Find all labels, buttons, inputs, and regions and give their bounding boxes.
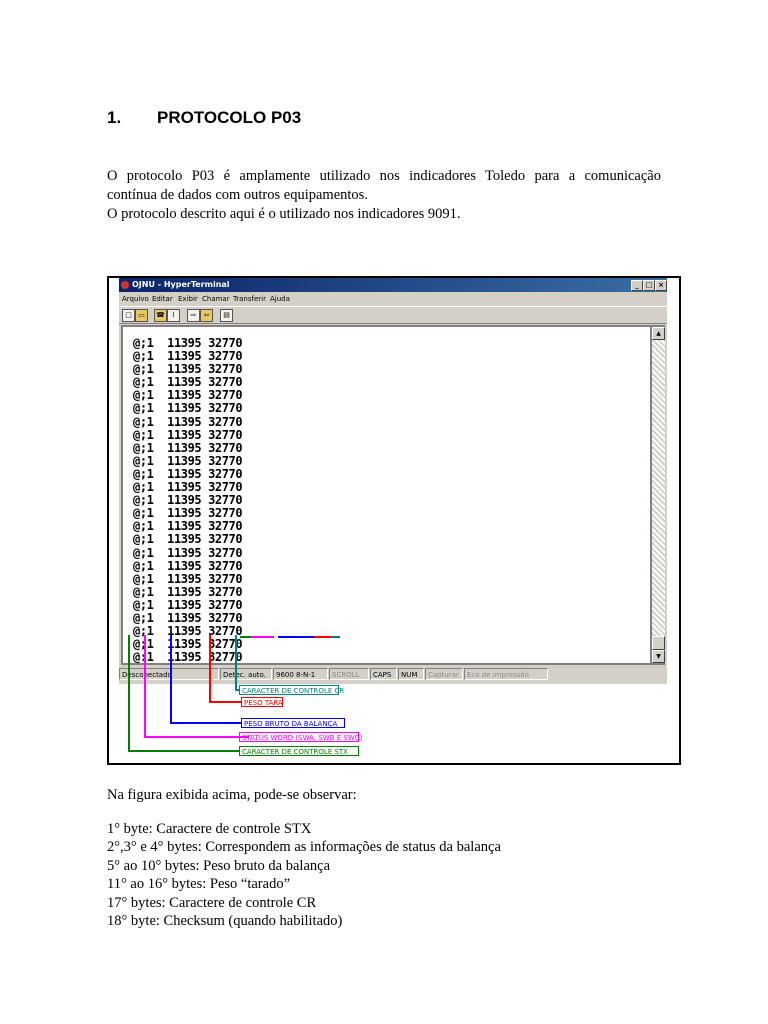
terminal-line: @;1 11395 32770 [133,571,243,586]
terminal-line: @;1 11395 32770 [133,493,243,508]
status-echo: Eco de impressão [464,668,548,680]
label-stx: CARACTER DE CONTROLE STX [239,746,359,756]
terminal-line: @;1 11395 32770 [133,349,243,364]
intro-line-2: contínua de dados com outros equipamentos. [107,187,368,203]
terminal-line: @;1 11395 32770 [133,545,243,560]
menu-chamar[interactable]: Chamar [202,295,230,303]
section-title: PROTOCOLO P03 [157,108,302,127]
byte-list [107,820,501,930]
hyperterminal-figure [107,276,681,765]
receive-icon[interactable]: ⇦ [200,309,213,322]
label-status: STATUS WORD (SWA, SWB E SWC) [239,732,359,742]
terminal-line: @;1 11395 32770 [133,440,243,455]
terminal-line: @;1 11395 32770 [133,388,243,403]
label-bruto: PESO BRUTO DA BALANÇA [241,718,345,728]
observation-intro: Na figura exibida acima, pode-se observar: [107,787,357,803]
section-number: 1. [107,108,122,127]
intro-line-3: O protocolo descrito aqui é o utilizado nos indicadores 9091. [107,206,461,222]
terminal-line: @;1 11395 32770 [133,532,243,547]
properties-icon[interactable]: ▤ [220,309,233,322]
terminal-line: @;1 11395 32770 [133,336,243,350]
cr-leader [236,635,239,690]
minimize-button[interactable]: _ [631,280,643,291]
disconnect-icon[interactable]: ⌇ [167,309,180,322]
terminal-line: @:1 11395 32770 [133,650,243,665]
status-detect: Detec. auto. [220,668,272,680]
terminal-line: @;1 11395 32770 [133,637,243,652]
byte-item: 5° ao 10° bytes: Peso bruto da balança [107,857,331,874]
maximize-button[interactable]: □ [643,280,655,291]
status-scroll: SCROLL [329,668,369,680]
intro-line-1: O protocolo P03 é amplamente utilizado nos indicadores Toledo para a comunicação [107,168,661,184]
terminal-line: @;1 11395 32770 [133,466,243,481]
status-connection: Desconectado [119,668,219,680]
terminal-line: @;1 11395 32770 [133,414,243,429]
byte-item: 1° byte: Caractere de controle STX [107,821,312,837]
scroll-up-icon[interactable]: ▲ [652,327,665,340]
terminal-line: @;1 11395 32770 [133,480,243,495]
byte-item: 2°,3° e 4° bytes: Correspondem as informações de status da balança [107,839,501,856]
status-num: NUM [398,668,424,680]
new-connection-icon[interactable]: □ [122,309,135,322]
menu-arquivo[interactable]: Arquivo [122,295,149,303]
close-button[interactable]: × [655,280,667,291]
annotation-lines [109,278,679,763]
terminal-line: @;1 11395 32770 [133,584,243,599]
terminal-line: @;1 11395 32770 [133,519,243,534]
byte-item: 17° bytes: Caractere de controle CR [107,894,317,911]
send-icon[interactable]: ⇨ [187,309,200,322]
status-settings: 9600 8-N-1 [273,668,328,680]
bruto-leader [171,635,241,723]
status-leader [145,635,249,737]
menu-transferir[interactable]: Transferir [233,295,266,303]
open-icon[interactable]: ▭ [135,309,148,322]
terminal-line: @;1 11395 32770 [133,362,243,377]
label-tara: PESO TARA [241,697,283,707]
terminal-line: @;1 11395 32770 [133,453,243,468]
connect-icon[interactable]: ☎ [154,309,167,322]
status-capture: Capturar [425,668,463,680]
terminal-line: @;1 11395 32770 [133,427,243,442]
menu-editar[interactable]: Editar [152,295,173,303]
terminal-line: @;1 11395 32770 [133,597,243,612]
label-cr: CARACTER DE CONTROLE CR [239,685,339,695]
terminal-line: @;1 11395 32770 [133,624,243,639]
terminal-line: @;1 11395 32770 [133,506,243,521]
terminal-line: @;1 11395 32770 [133,558,243,573]
terminal-line: @;1 11395 32770 [133,375,243,390]
menu-exibir[interactable]: Exibir [178,295,198,303]
intro-paragraph [107,167,661,224]
byte-item: 18° byte: Checksum (quando habilitado) [107,913,343,930]
scroll-down-icon[interactable]: ▼ [652,650,665,663]
terminal-line: @;1 11395 32770 [133,610,243,625]
byte-item: 11° ao 16° bytes: Peso “tarado” [107,876,290,893]
window-title: OJNU - HyperTerminal [132,280,230,289]
status-caps: CAPS [370,668,397,680]
menu-ajuda[interactable]: Ajuda [270,295,290,303]
terminal-line: @;1 11395 32770 [133,401,243,416]
